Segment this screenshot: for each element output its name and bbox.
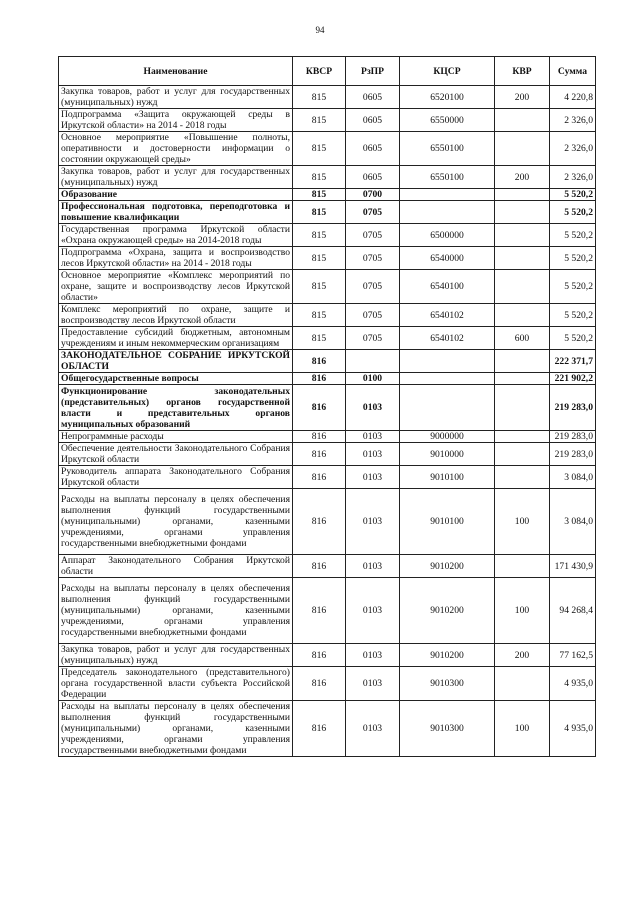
row-name-cell: Предоставление субсидий бюджетным, автономным учреждениям и иным некоммерческим организациям (59, 327, 293, 350)
row-name-cell: Функционирование законодательных (представительных) органов государственной власти и представительных органов муниципальных образований (59, 385, 293, 431)
table-row (59, 578, 596, 644)
row-rzpr-cell: 0103 (346, 555, 400, 578)
row-rzpr-cell: 0705 (346, 247, 400, 270)
row-sum-cell: 4 935,0 (550, 701, 596, 757)
row-kcsr-cell: 6540000 (400, 247, 495, 270)
row-rzpr-cell: 0103 (346, 644, 400, 667)
table-row (59, 304, 596, 327)
row-name-cell: Общегосударственные вопросы (59, 373, 293, 385)
row-kcsr-cell: 9010200 (400, 555, 495, 578)
row-sum-cell: 2 326,0 (550, 132, 596, 166)
row-kvr-cell (495, 132, 550, 166)
row-kvr-cell (495, 304, 550, 327)
row-kvsr-cell: 816 (293, 443, 346, 466)
row-sum-cell: 77 162,5 (550, 644, 596, 667)
row-kcsr-cell (400, 350, 495, 373)
row-sum-cell: 4 935,0 (550, 667, 596, 701)
row-kvsr-cell: 815 (293, 247, 346, 270)
row-rzpr-cell: 0103 (346, 489, 400, 555)
row-name-cell: Закупка товаров, работ и услуг для государственных (муниципальных) нужд (59, 86, 293, 109)
table-row (59, 431, 596, 443)
table-row (59, 132, 596, 166)
row-name-cell: Основное мероприятие «Повышение полноты, оперативности и достоверности информации о состоянии окружающей среды» (59, 132, 293, 166)
row-kcsr-cell (400, 189, 495, 201)
row-name-cell: Аппарат Законодательного Собрания Иркутской области (59, 555, 293, 578)
row-kcsr-cell (400, 385, 495, 431)
row-rzpr-cell: 0103 (346, 667, 400, 701)
row-kvsr-cell: 815 (293, 86, 346, 109)
row-kvsr-cell: 815 (293, 132, 346, 166)
row-kcsr-cell: 9010100 (400, 466, 495, 489)
row-kcsr-cell: 9010300 (400, 667, 495, 701)
table-row (59, 466, 596, 489)
row-kvr-cell (495, 373, 550, 385)
row-kvr-cell: 200 (495, 86, 550, 109)
row-sum-cell: 5 520,2 (550, 270, 596, 304)
budget-table (58, 56, 596, 757)
page-number: 94 (315, 25, 325, 35)
row-kvr-cell (495, 385, 550, 431)
row-kcsr-cell: 6540100 (400, 270, 495, 304)
row-sum-cell: 219 283,0 (550, 385, 596, 431)
row-kvsr-cell: 816 (293, 644, 346, 667)
header-kcsr: КЦСР (400, 57, 495, 86)
row-sum-cell: 221 902,2 (550, 373, 596, 385)
header-kvsr: КВСР (293, 57, 346, 86)
row-kvsr-cell: 816 (293, 489, 346, 555)
table-row (59, 166, 596, 189)
row-kvr-cell (495, 201, 550, 224)
row-kvsr-cell: 815 (293, 327, 346, 350)
header-name: Наименование (59, 57, 293, 86)
row-rzpr-cell: 0605 (346, 132, 400, 166)
row-rzpr-cell: 0103 (346, 701, 400, 757)
row-rzpr-cell: 0705 (346, 270, 400, 304)
row-name-cell: Руководитель аппарата Законодательного Собрания Иркутской области (59, 466, 293, 489)
row-sum-cell: 171 430,9 (550, 555, 596, 578)
row-kvsr-cell: 816 (293, 466, 346, 489)
table-row (59, 701, 596, 757)
row-sum-cell: 219 283,0 (550, 443, 596, 466)
row-kvr-cell (495, 443, 550, 466)
row-kvsr-cell: 815 (293, 189, 346, 201)
row-kvr-cell: 600 (495, 327, 550, 350)
table-row (59, 350, 596, 373)
row-kvr-cell (495, 350, 550, 373)
row-kvsr-cell: 816 (293, 667, 346, 701)
row-sum-cell: 219 283,0 (550, 431, 596, 443)
row-kvsr-cell: 816 (293, 578, 346, 644)
header-sum: Сумма (550, 57, 596, 86)
row-kvr-cell: 100 (495, 489, 550, 555)
row-rzpr-cell: 0705 (346, 327, 400, 350)
row-sum-cell: 5 520,2 (550, 304, 596, 327)
header-rzpr: РзПР (346, 57, 400, 86)
row-name-cell: Непрограммные расходы (59, 431, 293, 443)
row-kcsr-cell: 6540102 (400, 327, 495, 350)
row-sum-cell: 5 520,2 (550, 224, 596, 247)
row-rzpr-cell: 0705 (346, 201, 400, 224)
table-row (59, 644, 596, 667)
row-kvsr-cell: 816 (293, 350, 346, 373)
row-rzpr-cell: 0103 (346, 578, 400, 644)
row-rzpr-cell (346, 350, 400, 373)
table-row (59, 109, 596, 132)
row-kvr-cell: 100 (495, 701, 550, 757)
row-kcsr-cell: 9010200 (400, 644, 495, 667)
row-sum-cell: 222 371,7 (550, 350, 596, 373)
row-kvsr-cell: 815 (293, 224, 346, 247)
row-kvsr-cell: 816 (293, 385, 346, 431)
row-rzpr-cell: 0705 (346, 304, 400, 327)
row-kvsr-cell: 815 (293, 304, 346, 327)
table-row (59, 489, 596, 555)
row-kvr-cell (495, 431, 550, 443)
row-name-cell: Расходы на выплаты персоналу в целях обеспечения выполнения функций государственными (муниципальными) органами, казенными учреждениями, органами управления государственными внебюджетными фондами (59, 489, 293, 555)
row-sum-cell: 2 326,0 (550, 109, 596, 132)
table-row (59, 224, 596, 247)
row-kcsr-cell: 9010100 (400, 489, 495, 555)
row-kvr-cell (495, 189, 550, 201)
row-rzpr-cell: 0605 (346, 109, 400, 132)
row-sum-cell: 3 084,0 (550, 489, 596, 555)
table-row (59, 555, 596, 578)
row-name-cell: Расходы на выплаты персоналу в целях обеспечения выполнения функций государственными (муниципальными) органами, казенными учреждениями, органами управления государственными внебюджетными фондами (59, 578, 293, 644)
table-row (59, 247, 596, 270)
row-name-cell: Закупка товаров, работ и услуг для государственных (муниципальных) нужд (59, 644, 293, 667)
row-sum-cell: 5 520,2 (550, 201, 596, 224)
row-kvr-cell (495, 270, 550, 304)
row-sum-cell: 3 084,0 (550, 466, 596, 489)
row-kvsr-cell: 815 (293, 201, 346, 224)
row-rzpr-cell: 0605 (346, 86, 400, 109)
table-row (59, 270, 596, 304)
row-sum-cell: 4 220,8 (550, 86, 596, 109)
row-sum-cell: 5 520,2 (550, 189, 596, 201)
row-name-cell: ЗАКОНОДАТЕЛЬНОЕ СОБРАНИЕ ИРКУТСКОЙ ОБЛАСТИ (59, 350, 293, 373)
table-row (59, 201, 596, 224)
row-kcsr-cell: 9000000 (400, 431, 495, 443)
row-kvr-cell: 100 (495, 578, 550, 644)
row-rzpr-cell: 0103 (346, 443, 400, 466)
row-name-cell: Профессиональная подготовка, переподготовка и повышение квалификации (59, 201, 293, 224)
row-kcsr-cell: 6540102 (400, 304, 495, 327)
table-row (59, 327, 596, 350)
row-kcsr-cell (400, 373, 495, 385)
row-kcsr-cell: 9010000 (400, 443, 495, 466)
row-kvr-cell: 200 (495, 166, 550, 189)
row-kvr-cell: 200 (495, 644, 550, 667)
row-kcsr-cell: 9010300 (400, 701, 495, 757)
row-name-cell: Комплекс мероприятий по охране, защите и воспроизводству лесов Иркутской области (59, 304, 293, 327)
row-kvsr-cell: 816 (293, 431, 346, 443)
row-rzpr-cell: 0103 (346, 385, 400, 431)
row-sum-cell: 94 268,4 (550, 578, 596, 644)
table-row (59, 86, 596, 109)
row-kvsr-cell: 816 (293, 373, 346, 385)
row-kcsr-cell: 6550000 (400, 109, 495, 132)
row-kcsr-cell (400, 201, 495, 224)
table-row (59, 189, 596, 201)
row-kvr-cell (495, 224, 550, 247)
row-name-cell: Основное мероприятие «Комплекс мероприятий по охране, защите и воспроизводству лесов Иркутской области» (59, 270, 293, 304)
row-sum-cell: 5 520,2 (550, 247, 596, 270)
row-kcsr-cell: 6500000 (400, 224, 495, 247)
row-kvr-cell (495, 247, 550, 270)
row-kcsr-cell: 6550100 (400, 166, 495, 189)
row-kvsr-cell: 815 (293, 166, 346, 189)
table-header-row (59, 57, 596, 86)
row-kvr-cell (495, 555, 550, 578)
row-kvsr-cell: 815 (293, 109, 346, 132)
row-name-cell: Расходы на выплаты персоналу в целях обеспечения выполнения функций государственными (муниципальными) органами, казенными учреждениями, органами управления государственными внебюджетными фондами (59, 701, 293, 757)
table-row (59, 667, 596, 701)
row-kvr-cell (495, 109, 550, 132)
row-kvsr-cell: 816 (293, 701, 346, 757)
row-rzpr-cell: 0705 (346, 224, 400, 247)
row-rzpr-cell: 0605 (346, 166, 400, 189)
row-kvr-cell (495, 466, 550, 489)
table-row (59, 443, 596, 466)
row-rzpr-cell: 0103 (346, 431, 400, 443)
row-kvsr-cell: 815 (293, 270, 346, 304)
row-kcsr-cell: 6550100 (400, 132, 495, 166)
row-kvsr-cell: 816 (293, 555, 346, 578)
row-kcsr-cell: 9010200 (400, 578, 495, 644)
row-name-cell: Государственная программа Иркутской области «Охрана окружающей среды» на 2014-2018 годы (59, 224, 293, 247)
row-name-cell: Обеспечение деятельности Законодательного Собрания Иркутской области (59, 443, 293, 466)
row-name-cell: Образование (59, 189, 293, 201)
row-sum-cell: 2 326,0 (550, 166, 596, 189)
row-name-cell: Председатель законодательного (представительного) органа государственной власти субъекта Российской Федерации (59, 667, 293, 701)
row-name-cell: Подпрограмма «Охрана, защита и воспроизводство лесов Иркутской области» на 2014 - 2018 годы (59, 247, 293, 270)
row-rzpr-cell: 0100 (346, 373, 400, 385)
row-kvr-cell (495, 667, 550, 701)
row-rzpr-cell: 0700 (346, 189, 400, 201)
row-sum-cell: 5 520,2 (550, 327, 596, 350)
row-name-cell: Подпрограмма «Защита окружающей среды в Иркутской области» на 2014 - 2018 годы (59, 109, 293, 132)
table-row (59, 385, 596, 431)
header-kvr: КВР (495, 57, 550, 86)
table-row (59, 373, 596, 385)
row-kcsr-cell: 6520100 (400, 86, 495, 109)
row-name-cell: Закупка товаров, работ и услуг для государственных (муниципальных) нужд (59, 166, 293, 189)
row-rzpr-cell: 0103 (346, 466, 400, 489)
